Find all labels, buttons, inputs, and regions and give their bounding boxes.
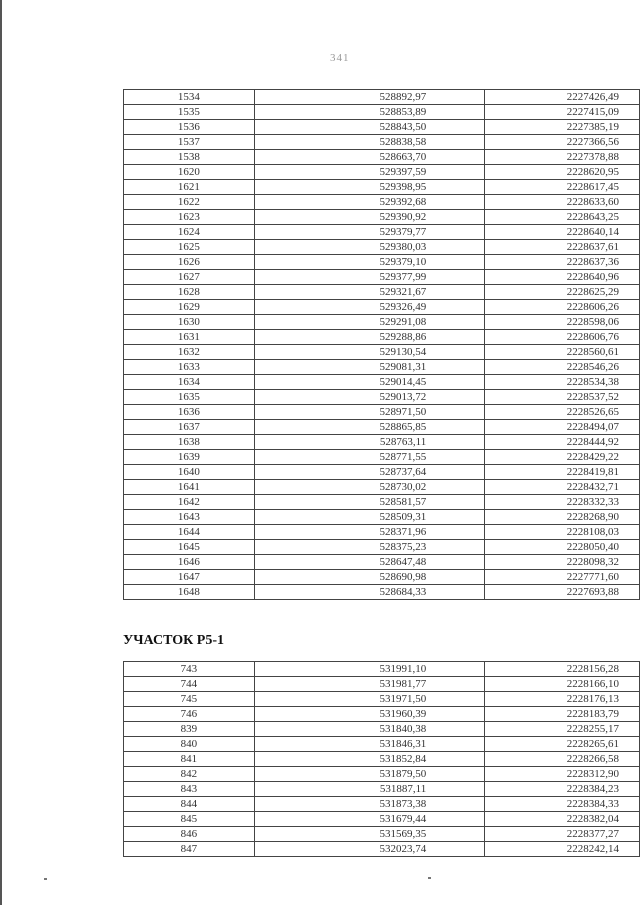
y-coordinate-cell: 2228382,04 [485, 812, 640, 827]
x-coordinate-cell: 528581,57 [254, 495, 485, 510]
point-number-cell: 1640 [124, 465, 255, 480]
point-number-cell: 1630 [124, 315, 255, 330]
x-coordinate-cell: 531960,39 [254, 707, 485, 722]
point-number-cell: 744 [124, 677, 255, 692]
x-coordinate-cell: 529379,10 [254, 255, 485, 270]
x-coordinate-cell: 531873,38 [254, 797, 485, 812]
x-coordinate-cell: 528684,33 [254, 585, 485, 600]
y-coordinate-cell: 2228620,95 [485, 165, 640, 180]
point-number-cell: 1638 [124, 435, 255, 450]
table-row [124, 767, 640, 782]
table-row [124, 797, 640, 812]
x-coordinate-cell: 528375,23 [254, 540, 485, 555]
y-coordinate-cell: 2228384,33 [485, 797, 640, 812]
table-row [124, 525, 640, 540]
table-row [124, 692, 640, 707]
y-coordinate-cell: 2228255,17 [485, 722, 640, 737]
table-row [124, 827, 640, 842]
point-number-cell: 1535 [124, 105, 255, 120]
x-coordinate-cell: 528892,97 [254, 90, 485, 105]
x-coordinate-cell: 529288,86 [254, 330, 485, 345]
x-coordinate-cell: 528690,98 [254, 570, 485, 585]
table-row [124, 315, 640, 330]
table-row [124, 737, 640, 752]
y-coordinate-cell: 2228606,26 [485, 300, 640, 315]
x-coordinate-cell: 529380,03 [254, 240, 485, 255]
point-number-cell: 1632 [124, 345, 255, 360]
x-coordinate-cell: 529397,59 [254, 165, 485, 180]
y-coordinate-cell: 2228108,03 [485, 525, 640, 540]
table-row [124, 225, 640, 240]
table-row [124, 812, 640, 827]
table-row [124, 465, 640, 480]
table-row [124, 555, 640, 570]
point-number-cell: 1645 [124, 540, 255, 555]
table-row [124, 662, 640, 677]
point-number-cell: 1620 [124, 165, 255, 180]
table-row [124, 585, 640, 600]
y-coordinate-cell: 2228637,61 [485, 240, 640, 255]
point-number-cell: 1534 [124, 90, 255, 105]
y-coordinate-cell: 2227426,49 [485, 90, 640, 105]
x-coordinate-cell: 531846,31 [254, 737, 485, 752]
page-edge [0, 0, 2, 905]
point-number-cell: 743 [124, 662, 255, 677]
y-coordinate-cell: 2228312,90 [485, 767, 640, 782]
y-coordinate-cell: 2227378,88 [485, 150, 640, 165]
y-coordinate-cell: 2228183,79 [485, 707, 640, 722]
x-coordinate-cell: 528371,96 [254, 525, 485, 540]
table-row [124, 345, 640, 360]
x-coordinate-cell: 528865,85 [254, 420, 485, 435]
y-coordinate-cell: 2228166,10 [485, 677, 640, 692]
y-coordinate-cell: 2228494,07 [485, 420, 640, 435]
x-coordinate-cell: 529398,95 [254, 180, 485, 195]
x-coordinate-cell: 531852,84 [254, 752, 485, 767]
table-row [124, 285, 640, 300]
y-coordinate-cell: 2227415,09 [485, 105, 640, 120]
table-row [124, 105, 640, 120]
point-number-cell: 1643 [124, 510, 255, 525]
point-number-cell: 1537 [124, 135, 255, 150]
x-coordinate-cell: 528509,31 [254, 510, 485, 525]
table-row [124, 255, 640, 270]
y-coordinate-cell: 2228444,92 [485, 435, 640, 450]
point-number-cell: 1648 [124, 585, 255, 600]
table-row [124, 435, 640, 450]
x-coordinate-cell: 528843,50 [254, 120, 485, 135]
y-coordinate-cell: 2228419,81 [485, 465, 640, 480]
y-coordinate-cell: 2228625,29 [485, 285, 640, 300]
scan-mark [428, 877, 431, 879]
point-number-cell: 1647 [124, 570, 255, 585]
point-number-cell: 1623 [124, 210, 255, 225]
point-number-cell: 1631 [124, 330, 255, 345]
point-number-cell: 842 [124, 767, 255, 782]
table-row [124, 180, 640, 195]
point-number-cell: 1629 [124, 300, 255, 315]
table-row [124, 842, 640, 857]
coordinates-table-p5-1 [123, 661, 640, 857]
x-coordinate-cell: 529379,77 [254, 225, 485, 240]
y-coordinate-cell: 2228332,33 [485, 495, 640, 510]
y-coordinate-cell: 2228633,60 [485, 195, 640, 210]
table-row [124, 240, 640, 255]
point-number-cell: 1536 [124, 120, 255, 135]
point-number-cell: 843 [124, 782, 255, 797]
x-coordinate-cell: 528737,64 [254, 465, 485, 480]
table-row [124, 375, 640, 390]
point-number-cell: 1644 [124, 525, 255, 540]
point-number-cell: 841 [124, 752, 255, 767]
table-row [124, 782, 640, 797]
table-row [124, 390, 640, 405]
x-coordinate-cell: 529326,49 [254, 300, 485, 315]
table-row [124, 540, 640, 555]
y-coordinate-cell: 2228598,06 [485, 315, 640, 330]
point-number-cell: 1635 [124, 390, 255, 405]
x-coordinate-cell: 529130,54 [254, 345, 485, 360]
x-coordinate-cell: 531879,50 [254, 767, 485, 782]
y-coordinate-cell: 2228606,76 [485, 330, 640, 345]
point-number-cell: 1633 [124, 360, 255, 375]
x-coordinate-cell: 528971,50 [254, 405, 485, 420]
table-row [124, 165, 640, 180]
point-number-cell: 1624 [124, 225, 255, 240]
x-coordinate-cell: 529291,08 [254, 315, 485, 330]
table-row [124, 450, 640, 465]
table-row [124, 707, 640, 722]
x-coordinate-cell: 528663,70 [254, 150, 485, 165]
x-coordinate-cell: 531991,10 [254, 662, 485, 677]
y-coordinate-cell: 2228526,65 [485, 405, 640, 420]
point-number-cell: 1634 [124, 375, 255, 390]
point-number-cell: 1641 [124, 480, 255, 495]
table-row [124, 270, 640, 285]
y-coordinate-cell: 2228384,23 [485, 782, 640, 797]
x-coordinate-cell: 528730,02 [254, 480, 485, 495]
y-coordinate-cell: 2228432,71 [485, 480, 640, 495]
y-coordinate-cell: 2228560,61 [485, 345, 640, 360]
y-coordinate-cell: 2228534,38 [485, 375, 640, 390]
table-row [124, 210, 640, 225]
y-coordinate-cell: 2228050,40 [485, 540, 640, 555]
y-coordinate-cell: 2228268,90 [485, 510, 640, 525]
y-coordinate-cell: 2227693,88 [485, 585, 640, 600]
x-coordinate-cell: 531887,11 [254, 782, 485, 797]
y-coordinate-cell: 2228242,14 [485, 842, 640, 857]
table-row [124, 90, 640, 105]
x-coordinate-cell: 531840,38 [254, 722, 485, 737]
y-coordinate-cell: 2228537,52 [485, 390, 640, 405]
y-coordinate-cell: 2228643,25 [485, 210, 640, 225]
table-row [124, 510, 640, 525]
table-row [124, 722, 640, 737]
y-coordinate-cell: 2228546,26 [485, 360, 640, 375]
y-coordinate-cell: 2228429,22 [485, 450, 640, 465]
table-row [124, 480, 640, 495]
y-coordinate-cell: 2228617,45 [485, 180, 640, 195]
x-coordinate-cell: 531569,35 [254, 827, 485, 842]
x-coordinate-cell: 529377,99 [254, 270, 485, 285]
x-coordinate-cell: 531971,50 [254, 692, 485, 707]
table-row [124, 677, 640, 692]
point-number-cell: 1628 [124, 285, 255, 300]
x-coordinate-cell: 529081,31 [254, 360, 485, 375]
x-coordinate-cell: 531981,77 [254, 677, 485, 692]
y-coordinate-cell: 2227385,19 [485, 120, 640, 135]
table-row [124, 120, 640, 135]
y-coordinate-cell: 2228377,27 [485, 827, 640, 842]
table-row [124, 570, 640, 585]
x-coordinate-cell: 532023,74 [254, 842, 485, 857]
table-row [124, 752, 640, 767]
x-coordinate-cell: 529392,68 [254, 195, 485, 210]
y-coordinate-cell: 2228266,58 [485, 752, 640, 767]
point-number-cell: 847 [124, 842, 255, 857]
table-row [124, 150, 640, 165]
table-row [124, 300, 640, 315]
point-number-cell: 1622 [124, 195, 255, 210]
point-number-cell: 845 [124, 812, 255, 827]
x-coordinate-cell: 528763,11 [254, 435, 485, 450]
point-number-cell: 1642 [124, 495, 255, 510]
point-number-cell: 1636 [124, 405, 255, 420]
point-number-cell: 844 [124, 797, 255, 812]
y-coordinate-cell: 2227366,56 [485, 135, 640, 150]
point-number-cell: 1646 [124, 555, 255, 570]
y-coordinate-cell: 2227771,60 [485, 570, 640, 585]
table-row [124, 135, 640, 150]
y-coordinate-cell: 2228265,61 [485, 737, 640, 752]
point-number-cell: 746 [124, 707, 255, 722]
coordinates-table [123, 89, 640, 600]
point-number-cell: 839 [124, 722, 255, 737]
point-number-cell: 1621 [124, 180, 255, 195]
point-number-cell: 1625 [124, 240, 255, 255]
x-coordinate-cell: 529321,67 [254, 285, 485, 300]
table-row [124, 195, 640, 210]
point-number-cell: 1538 [124, 150, 255, 165]
x-coordinate-cell: 531679,44 [254, 812, 485, 827]
table-row [124, 495, 640, 510]
x-coordinate-cell: 528647,48 [254, 555, 485, 570]
point-number-cell: 846 [124, 827, 255, 842]
y-coordinate-cell: 2228156,28 [485, 662, 640, 677]
point-number-cell: 1637 [124, 420, 255, 435]
point-number-cell: 1627 [124, 270, 255, 285]
scan-mark [44, 878, 47, 880]
point-number-cell: 1626 [124, 255, 255, 270]
y-coordinate-cell: 2228640,14 [485, 225, 640, 240]
x-coordinate-cell: 528838,58 [254, 135, 485, 150]
table-row [124, 330, 640, 345]
y-coordinate-cell: 2228640,96 [485, 270, 640, 285]
point-number-cell: 840 [124, 737, 255, 752]
x-coordinate-cell: 529390,92 [254, 210, 485, 225]
point-number-cell: 1639 [124, 450, 255, 465]
x-coordinate-cell: 528853,89 [254, 105, 485, 120]
x-coordinate-cell: 529014,45 [254, 375, 485, 390]
table-row [124, 405, 640, 420]
y-coordinate-cell: 2228637,36 [485, 255, 640, 270]
x-coordinate-cell: 528771,55 [254, 450, 485, 465]
table-row [124, 360, 640, 375]
section-title: УЧАСТОК Р5-1 [123, 633, 224, 648]
x-coordinate-cell: 529013,72 [254, 390, 485, 405]
point-number-cell: 745 [124, 692, 255, 707]
y-coordinate-cell: 2228176,13 [485, 692, 640, 707]
table-row [124, 420, 640, 435]
y-coordinate-cell: 2228098,32 [485, 555, 640, 570]
page-number: 341 [330, 52, 350, 64]
